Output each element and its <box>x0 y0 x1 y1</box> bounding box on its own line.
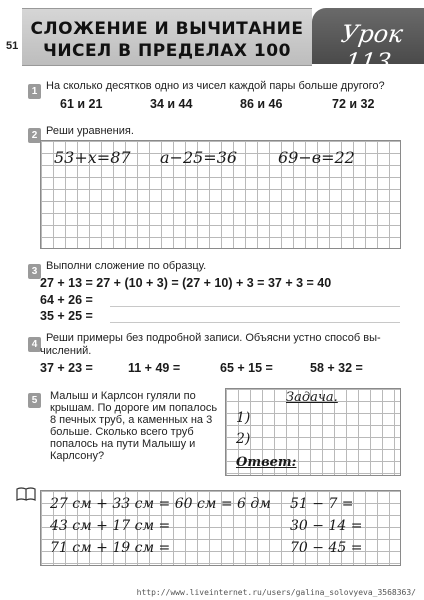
task-3-item-2: 35 + 25 = <box>40 309 93 323</box>
task-3-instruction: Выполни сложение по образцу. <box>46 260 207 272</box>
task-2-equation-1: 53+x=87 <box>54 148 131 167</box>
task-6-right-2: 30 − 14 = <box>290 518 363 534</box>
page-number: 51 <box>6 40 19 52</box>
task-4-item-1: 37 + 23 = <box>40 361 93 375</box>
task-1-pair-4: 72 и 32 <box>332 97 375 111</box>
task-6-left-1: 27 см + 33 см = 60 см = 6 дм <box>50 496 271 512</box>
lesson-label: Урок 113 <box>339 20 405 76</box>
task-5-text-line-1: Малыш и Карлсон гуляли по <box>50 390 196 402</box>
task-2-instruction: Реши уравнения. <box>46 125 134 137</box>
task-1-question: На сколько десятков одно из чисел каждой пары больше другого? <box>46 80 385 92</box>
task-5-text-line-2: крышам. По дороге им попалось <box>50 402 218 414</box>
task-1-pair-3: 86 и 46 <box>240 97 283 111</box>
task-6-left-2: 43 см + 17 см = <box>50 518 171 534</box>
task-4-item-3: 65 + 15 = <box>220 361 273 375</box>
task-5-step-2: 2) <box>236 431 251 447</box>
title-banner <box>22 8 312 66</box>
task-1-pair-1: 61 и 21 <box>60 97 103 111</box>
task-3-badge: 3 <box>28 264 41 279</box>
title-line-2: ЧИСЕЛ В ПРЕДЕЛАХ 100 <box>43 41 291 61</box>
task-6-right-3: 70 − 45 = <box>290 540 363 556</box>
page-header <box>0 0 424 76</box>
task-5-text-line-3: 8 печных труб, а каменных на 3 <box>50 414 213 426</box>
task-2-equation-3: 69−в=22 <box>278 148 355 167</box>
task-5-step-1: 1) <box>236 410 251 426</box>
task-5-badge: 5 <box>28 393 41 408</box>
task-4-instruction-line-1: Реши примеры без подробной записи. Объясни устно способ вы- <box>46 332 381 344</box>
task-5-text-line-6: Карлсону? <box>50 450 105 462</box>
task-5-text <box>50 390 220 462</box>
footer-url[interactable]: http://www.liveinternet.ru/users/galina_solovyeva_3568363/ <box>136 588 416 597</box>
task-4-badge: 4 <box>28 337 41 352</box>
title-line-1: СЛОЖЕНИЕ И ВЫЧИТАНИЕ <box>30 19 304 39</box>
lesson-badge <box>312 8 424 76</box>
task-4-item-2: 11 + 49 = <box>128 361 181 375</box>
task-1-badge: 1 <box>28 84 41 99</box>
book-icon <box>16 487 36 501</box>
task-3-answer-line-2[interactable] <box>110 322 400 323</box>
task-2-badge: 2 <box>28 128 41 143</box>
task-4-item-4: 58 + 32 = <box>310 361 363 375</box>
task-3-answer-line-1[interactable] <box>110 306 400 307</box>
task-5-text-line-4: больше. Сколько всего труб <box>50 426 194 438</box>
task-6-left-3: 71 см + 19 см = <box>50 540 171 556</box>
task-4-instruction-line-2: числений. <box>40 345 92 357</box>
task-6-right-1: 51 − 7 = <box>290 496 354 512</box>
task-5-text-line-5: попалось на пути Малышу и <box>50 438 196 450</box>
task-1-pair-2: 34 и 44 <box>150 97 193 111</box>
task-2-equation-2: a−25=36 <box>160 148 238 167</box>
task-3-example: 27 + 13 = 27 + (10 + 3) = (27 + 10) + 3 = 37 + 3 = 40 <box>40 276 332 290</box>
task-5-answer-label: Ответ: <box>236 455 297 470</box>
task-3-item-1: 64 + 26 = <box>40 293 93 307</box>
task-5-grid-title: Задача. <box>286 390 338 405</box>
